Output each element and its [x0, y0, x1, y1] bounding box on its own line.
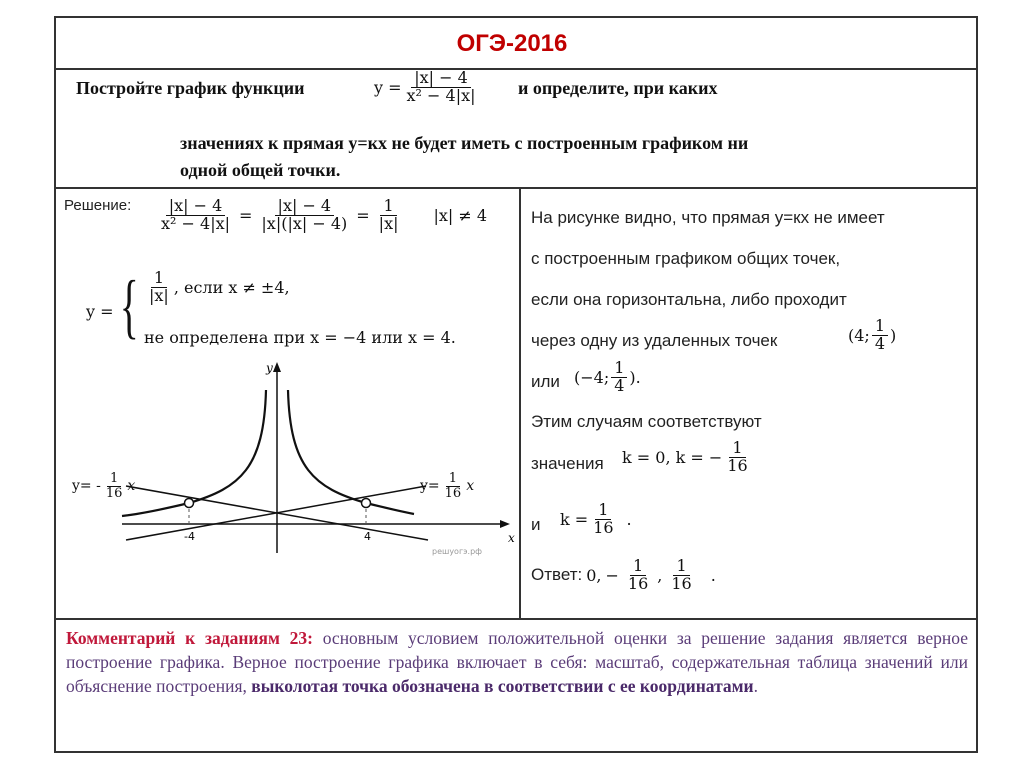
task-line3: одной общей точки.	[180, 160, 341, 180]
task-formula-fraction	[404, 70, 479, 105]
answer-den1: 16	[627, 573, 649, 593]
k-values-frac	[724, 440, 750, 475]
explanation-and: и	[531, 515, 541, 534]
task-formula-den: x² − 4|x|	[406, 85, 476, 105]
explanation-p5: или	[531, 372, 560, 391]
comment-text1: основным условием положительной оценки за решение задания является верное построение графика. Верное построение графика включает в себя: масштаб, содержательная таблица значений или объяснение построения,	[66, 628, 968, 696]
explanation-p1: На рисунке видно, что прямая у=кх не имеет	[531, 208, 885, 227]
curve-right-branch	[288, 390, 414, 514]
point-right-open: (4;	[848, 325, 870, 345]
answer-frac1	[625, 558, 651, 593]
point-left-den: 4	[614, 375, 625, 395]
left-line-num: 1	[107, 472, 121, 487]
answer-num1: 1	[630, 558, 646, 576]
answer-dot: .	[710, 565, 716, 585]
y-axis-label: y	[266, 361, 273, 375]
right-line-num: 1	[446, 472, 460, 487]
page-title: ОГЭ-2016	[456, 30, 568, 57]
column-divider	[519, 187, 521, 618]
punctured-point-left	[185, 499, 194, 508]
x-axis-arrow	[500, 520, 510, 528]
k2-num: 1	[595, 502, 611, 520]
piecewise-lhs: y =	[86, 302, 114, 321]
piecewise-case1-den: |x|	[149, 285, 169, 305]
piecewise-brace: {	[119, 266, 139, 346]
solution-frac3	[376, 198, 402, 233]
k-values-text: k = 0, k = −	[622, 447, 723, 467]
right-line-prefix: y=	[420, 478, 440, 495]
k2-den: 16	[593, 517, 614, 537]
punctured-point-right	[362, 499, 371, 508]
solution-frac2	[258, 198, 350, 233]
divider-comment	[54, 618, 978, 620]
solution-label: Решение:	[64, 197, 132, 214]
tick-label-left: -4	[184, 530, 195, 543]
piecewise-case1-frac	[146, 270, 172, 305]
solution-condition: |x| ≠ 4	[433, 205, 488, 225]
k2-text: k =	[560, 509, 589, 529]
solution-frac2-num: |x| − 4	[275, 198, 335, 216]
point-right	[848, 318, 896, 353]
comment-text2: .	[753, 676, 759, 696]
point-right-num: 1	[872, 318, 888, 336]
piecewise-case1-num: 1	[151, 270, 167, 288]
task-line2: значениях к прямая у=кх не будет иметь с построенным графиком ни	[180, 133, 749, 153]
divider-task	[54, 187, 978, 189]
answer-num2: 1	[673, 558, 689, 576]
point-left	[574, 360, 641, 395]
left-line-label	[72, 472, 135, 500]
tick-label-right: 4	[364, 530, 371, 543]
solution-frac2-den: |x|(|x| − 4)	[261, 213, 348, 233]
point-left-open: (−4;	[574, 367, 610, 387]
right-line-label	[420, 472, 474, 500]
k-values-den: 16	[727, 455, 748, 475]
explanation-p6: Этим случаям соответствуют	[531, 412, 762, 431]
solution-frac1	[158, 198, 233, 233]
task-formula	[374, 70, 481, 105]
left-line-frac	[103, 472, 126, 500]
answer-comma: ,	[657, 565, 663, 585]
answer-zero: 0,	[586, 565, 602, 585]
explanation-p3: если она горизонтальна, либо проходит	[531, 290, 847, 309]
answer-den2: 16	[671, 573, 692, 593]
point-left-frac	[611, 360, 627, 395]
comment-heading: Комментарий к заданиям 23:	[66, 628, 313, 648]
equals-sign-1: =	[239, 205, 253, 225]
task-formula-lhs: y =	[374, 77, 402, 97]
point-right-frac	[872, 318, 888, 353]
solution-frac3-den: |x|	[378, 213, 399, 233]
grading-comment	[66, 626, 968, 698]
task-line1-before: Постройте график функции	[76, 78, 305, 98]
solution-frac3-num: 1	[380, 198, 396, 216]
graph-watermark: решуогэ.рф	[432, 547, 483, 556]
k2-value	[560, 502, 632, 537]
answer-label: Ответ:	[531, 565, 583, 585]
answer	[531, 558, 716, 593]
explanation-p4: через одну из удаленных точек	[531, 331, 778, 350]
answer-minus: −	[605, 565, 619, 585]
piecewise-case2: не определена при x = −4 или x = 4.	[144, 328, 456, 347]
point-left-close: ).	[629, 367, 641, 387]
answer-frac2	[668, 558, 694, 593]
point-left-num: 1	[611, 360, 627, 378]
point-right-den: 4	[874, 333, 885, 353]
left-line-prefix: y= -	[72, 478, 101, 495]
solution-frac1-num: |x| − 4	[166, 198, 226, 216]
k2-dot: .	[626, 509, 632, 529]
explanation-p2: с построенным графиком общих точек,	[531, 249, 841, 268]
solution-equation	[156, 198, 487, 233]
point-right-close: )	[890, 325, 897, 345]
left-line-var: x	[127, 478, 136, 495]
left-line-den: 16	[105, 485, 123, 501]
x-axis-label: x	[508, 531, 515, 545]
piecewise-case1-cond: , если x ≠ ±4,	[173, 277, 290, 297]
task-formula-num: |x| − 4	[411, 70, 471, 88]
equals-sign-2: =	[356, 205, 370, 225]
task-line1-after: и определите, при каких	[518, 78, 718, 98]
explanation-p7: значения	[531, 454, 604, 473]
right-line-den: 16	[444, 485, 462, 501]
comment-highlight: выколотая точка обозначена в соответствии с ее координатами	[251, 676, 754, 696]
curve-left-branch	[122, 390, 266, 516]
k-values	[622, 440, 753, 475]
divider-title	[54, 68, 978, 70]
function-graph	[60, 358, 516, 558]
right-line-var: x	[466, 478, 475, 495]
k2-frac	[590, 502, 616, 537]
right-line-frac	[442, 472, 465, 500]
piecewise-case1	[144, 270, 290, 305]
solution-frac1-den: x² − 4|x|	[161, 213, 230, 233]
k-values-num: 1	[729, 440, 745, 458]
y-axis-arrow	[273, 362, 281, 372]
